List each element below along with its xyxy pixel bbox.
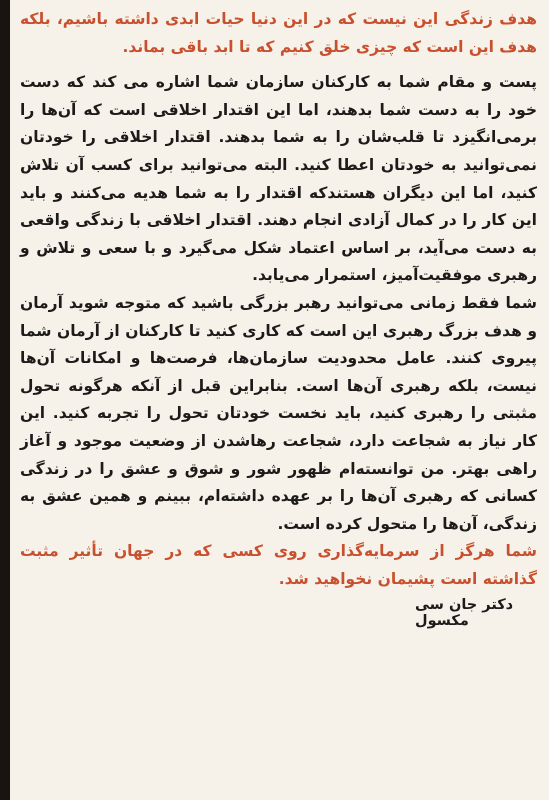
body-paragraph-1: پست و مقام شما به کارکنان سازمان شما اشاره می کند که دست خود را به دست شما بدهند، اما این اقتدار اخلاقی است که آن‌ها را برمی‌انگیزد تا قلب‌شان را به شما بدهند. اقتدار اخلاقی را خودتان نمی‌توانید به خودتان اعطا کنید. البته می‌توانید برای کسب آن تلاش کنید، اما این دیگران هستندکه اقتدار را به شما هدیه می‌کنند و باید این کار را در کمال آزادی انجام دهند. اقتدار اخلاقی با زندگی واقعی به دست می‌آید، بر اساس اعتماد شکل می‌گیرد و با سعی و تلاش و رهبری موفقیت‌آمیز، استمرار می‌یابد.	[20, 73, 537, 285]
opening-quote: هدف زندگی این نیست که در این دنیا حیات ابدی داشته باشیم، بلکه هدف این است که چیزی خلق کنیم که تا ابد باقی بماند.	[20, 10, 537, 56]
spacer	[20, 61, 537, 69]
book-page	[10, 0, 549, 800]
body-paragraph-2: شما فقط زمانی می‌توانید رهبر بزرگی باشید که متوجه شوید آرمان و هدف بزرگ رهبری این است که کاری کنید تا کارکنان از آرمان شما پیروی کنند. عامل محدودیت سازمان‌ها، فرصت‌ها و امکانات آن‌ها نیست، بلکه رهبری آن‌ها است. بنابراین قبل از آنکه هرگونه تحول مثبتی را رهبری کنید، باید نخست خودتان تحول را تجربه کنید. این کار نیاز به شجاعت دارد، شجاعت رهاشدن از وضعیت موجود و آغاز راهی بهتر. من توانسته‌ام ظهور شور و شوق و عشق را در زندگی کسانی که رهبری آن‌ها را بر عهده داشته‌ام، ببینم و همین عشق به زندگی، آن‌ها را متحول کرده است.	[20, 293, 537, 533]
closing-quote: شما هرگز از سرمایه‌گذاری روی کسی که در جهان تأثیر مثبت گذاشته است پشیمان نخواهید شد.	[20, 542, 537, 588]
author-signature: دکتر جان سی مکسول	[415, 597, 514, 630]
